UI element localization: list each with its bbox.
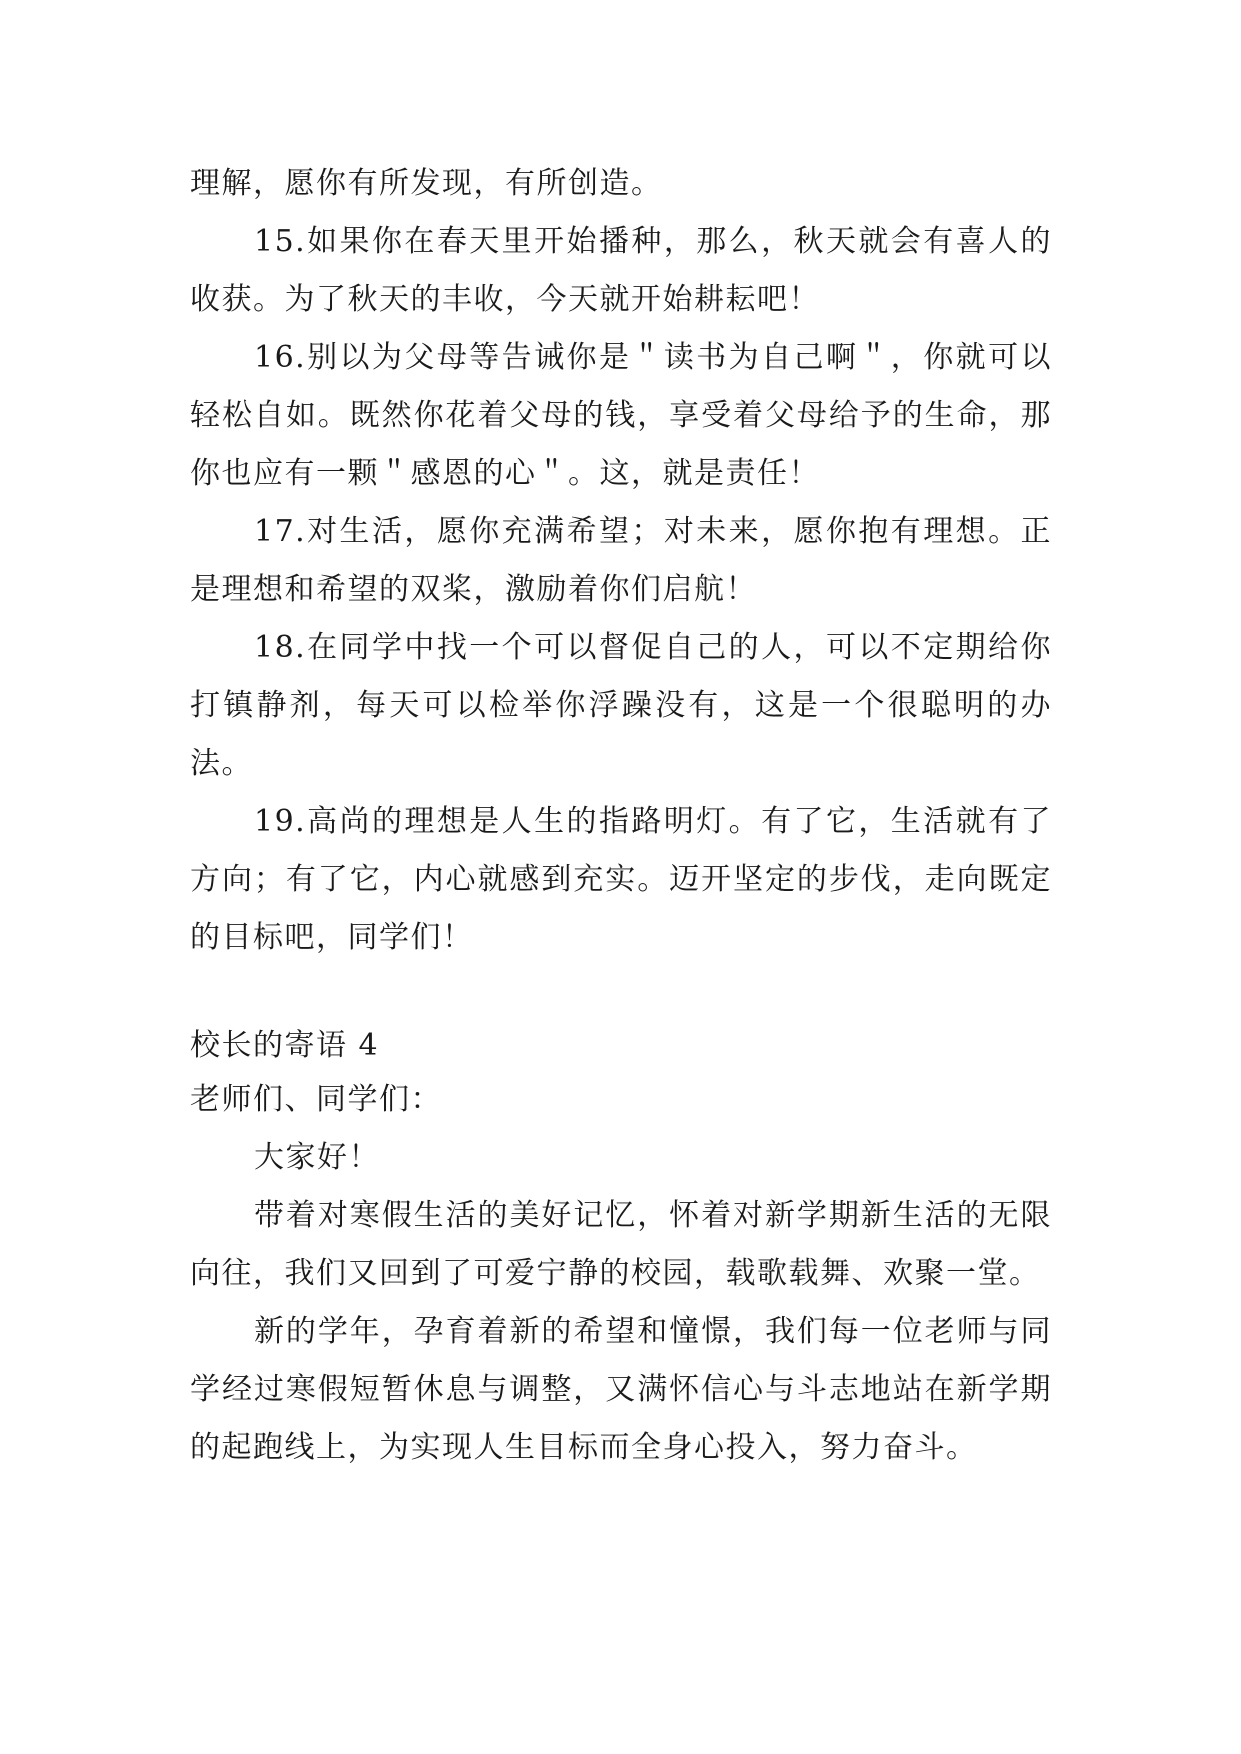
paragraph-speech-1: 带着对寒假生活的美好记忆，怀着对新学期新生活的无限向往，我们又回到了可爱宁静的校园，载歌载舞、欢聚一堂。 <box>190 1198 1052 1291</box>
paragraph-item-19: 19.高尚的理想是人生的指路明灯。有了它，生活就有了方向；有了它，内心就感到充实。迈开坚定的步伐，走向既定的目标吧，同学们！ <box>190 804 1052 955</box>
paragraph-item-15: 15.如果你在春天里开始播种，那么，秋天就会有喜人的收获。为了秋天的丰收，今天就开始耕耘吧！ <box>190 224 1052 317</box>
paragraph-item-18: 18.在同学中找一个可以督促自己的人，可以不定期给你打镇静剂，每天可以检举你浮躁没有，这是一个很聪明的办法。 <box>190 630 1052 781</box>
paragraph-item-16: 16.别以为父母等告诫你是＂读书为自己啊＂，你就可以轻松自如。既然你花着父母的钱，享受着父母给予的生命，那你也应有一颗＂感恩的心＂。这，就是责任！ <box>190 340 1052 491</box>
paragraph-continuation: 理解，愿你有所发现，有所创造。 <box>190 166 663 201</box>
greeting: 大家好！ <box>254 1140 380 1175</box>
section-title: 校长的寄语 4 <box>190 1028 380 1063</box>
paragraph-item-17: 17.对生活，愿你充满希望；对未来，愿你抱有理想。正是理想和希望的双桨，激励着你们启航！ <box>190 514 1052 607</box>
paragraph-speech-2: 新的学年，孕育着新的希望和憧憬，我们每一位老师与同学经过寒假短暂休息与调整，又满怀信心与斗志地站在新学期的起跑线上，为实现人生目标而全身心投入，努力奋斗。 <box>190 1314 1052 1465</box>
document-body <box>190 155 1052 1477</box>
salutation: 老师们、同学们： <box>190 1082 442 1117</box>
